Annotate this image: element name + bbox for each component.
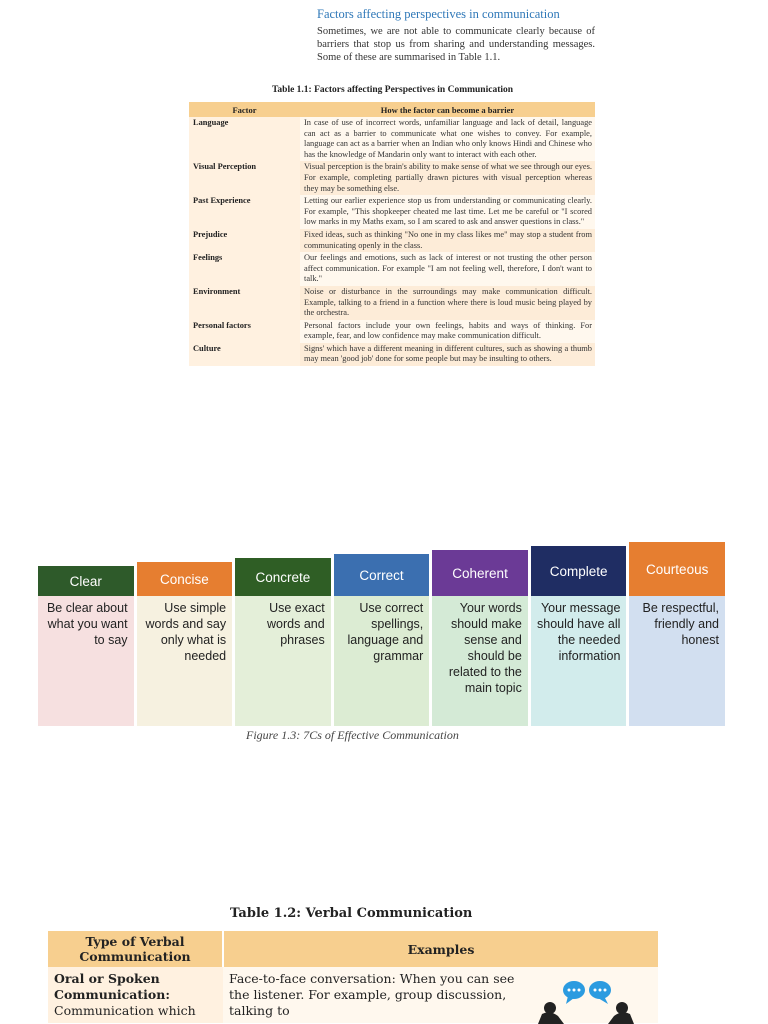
table-row (189, 320, 595, 343)
c-column-clear (38, 566, 134, 726)
barrier-cell: Personal factors include your own feelings, habits and ways of thinking. For example, fear, and low confidence may make communication difficult. (300, 320, 595, 343)
table-row (189, 195, 595, 229)
c-label: Concrete (235, 558, 331, 596)
table1-header-barrier: How the factor can become a barrier (300, 102, 595, 117)
c-label: Correct (334, 554, 430, 596)
c-description: Be respectful, friendly and honest (629, 596, 725, 726)
c-label: Clear (38, 566, 134, 596)
factors-table (189, 102, 595, 366)
type-title: Oral or Spoken Communication: (54, 971, 170, 1002)
factor-cell: Past Experience (189, 195, 300, 229)
factor-cell: Language (189, 117, 300, 161)
barrier-cell: Noise or disturbance in the surroundings may make communication difficult. Example, talking to a friend in a function where there is loud music being played by the orchestra. (300, 286, 595, 320)
section-heading: Factors affecting perspectives in communication (317, 7, 560, 21)
barrier-cell: Signs' which have a different meaning in different cultures, such as showing a thumb may mean 'good job' done for some people but may be insulting to others. (300, 343, 595, 366)
c-description: Use exact words and phrases (235, 596, 331, 726)
table-row (189, 229, 595, 252)
c-label: Courteous (629, 542, 725, 596)
c-description: Your words should make sense and should be related to the main topic (432, 596, 528, 726)
c-description: Be clear about what you want to say (38, 596, 134, 726)
barrier-cell: Visual perception is the brain's ability to make sense of what we see through our eyes. For example, completing partially drawn pictures with visual perception whereas they may be something else. (300, 161, 595, 195)
c-label: Coherent (432, 550, 528, 596)
table-row (189, 161, 595, 195)
seven-cs-figure (38, 516, 728, 726)
type-cell (48, 967, 223, 1023)
intro-paragraph: Sometimes, we are not able to communicate clearly because of barriers that stop us from sharing and understanding messages. Some of these are summarised in Table 1.1. (317, 26, 595, 63)
table2-header-type: Type of Verbal Communication (48, 931, 223, 967)
factor-cell: Feelings (189, 252, 300, 286)
table2-header-examples: Examples (223, 931, 658, 967)
table-row (189, 343, 595, 366)
c-description: Use simple words and say only what is needed (137, 596, 233, 726)
c-column-concrete (235, 558, 331, 726)
factor-cell: Visual Perception (189, 161, 300, 195)
c-column-courteous (629, 542, 725, 726)
table-row (189, 117, 595, 161)
barrier-cell: In case of use of incorrect words, unfamiliar language and lack of detail, language can act as a barrier to communicate what one wishes to convey. For example, language can act as a barrier when an Indian who only knows Hindi and Chinese who has the knowledge of Mandarin only want to interact with each other. (300, 117, 595, 161)
c-description: Use correct spellings, language and grammar (334, 596, 430, 726)
c-label: Complete (531, 546, 627, 596)
table-row (189, 252, 595, 286)
people-talking-icon (528, 978, 640, 1024)
factor-cell: Personal factors (189, 320, 300, 343)
table1-header-factor: Factor (189, 102, 300, 117)
c-label: Concise (137, 562, 233, 596)
c-column-coherent (432, 550, 528, 726)
c-description: Your message should have all the needed information (531, 596, 627, 726)
c-column-correct (334, 554, 430, 726)
barrier-cell: Letting our earlier experience stop us from understanding or communicating clearly. For example, "This shopkeeper cheated me last time. Let me be careful or "I scored low marks in my Maths exam, so I am scared to ask and answer questions in class." (300, 195, 595, 229)
factor-cell: Environment (189, 286, 300, 320)
table2-caption: Table 1.2: Verbal Communication (230, 906, 473, 921)
factor-cell: Culture (189, 343, 300, 366)
type-description: Communication which (54, 1003, 196, 1018)
table-row (189, 286, 595, 320)
c-column-concise (137, 562, 233, 726)
c-column-complete (531, 546, 627, 726)
barrier-cell: Fixed ideas, such as thinking "No one in my class likes me" may stop a student from communicating openly in the class. (300, 229, 595, 252)
barrier-cell: Our feelings and emotions, such as lack of interest or not trusting the other person affect communication. For example "I am not feeling well, therefore, I don't want to talk." (300, 252, 595, 286)
figure-caption: Figure 1.3: 7Cs of Effective Communication (246, 728, 459, 742)
examples-text: Face-to-face conversation: When you can see the listener. For example, group discussion, talking to (229, 971, 515, 1018)
table1-caption: Table 1.1: Factors affecting Perspectives in Communication (271, 85, 514, 95)
factor-cell: Prejudice (189, 229, 300, 252)
